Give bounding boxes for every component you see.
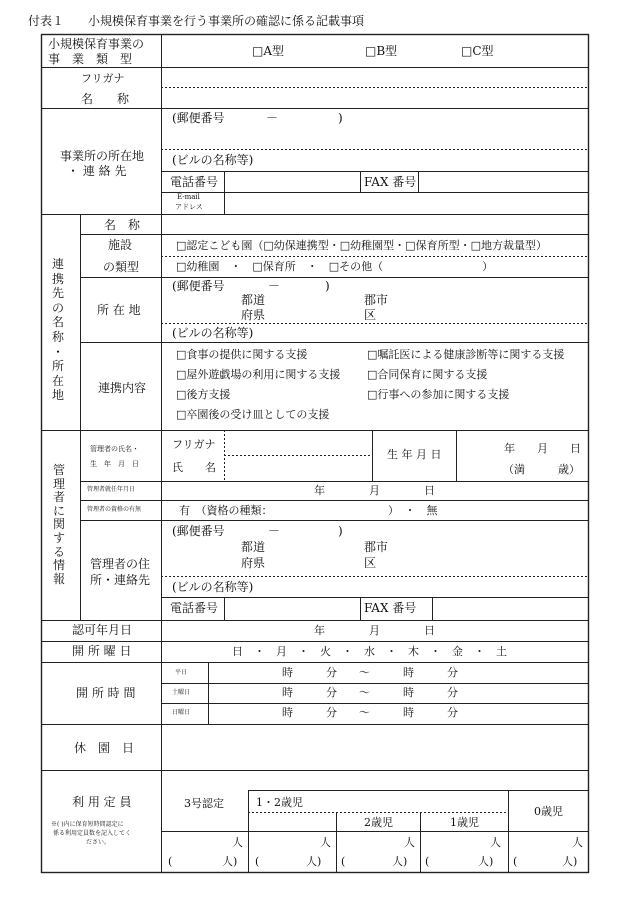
capacity-note-2: 係る利用定員数を記入してく [53,830,132,837]
location-postal-close: ) [338,111,343,125]
partner-side-char: の [52,300,65,315]
capacity-unit: 人 [490,836,501,849]
manager-furigana-field[interactable] [226,432,371,454]
location-label-2: ・ 連 絡 先 [67,164,127,178]
type-option-a[interactable]: □A型 [252,44,285,58]
capacity-col-1-2: 1・2歳児 [256,796,303,809]
capacity-col-1: 1歳児 [450,816,479,829]
hours-value-sunday: 時 分 ～ 時 分 [282,706,458,719]
capacity-paren-open: ( [513,855,518,868]
hours-day-weekday: 平日 [175,669,188,676]
partner-content-item[interactable]: □卒園後の受け皿としての支援 [176,408,330,421]
manager-furigana-label: フリガナ [172,438,216,451]
manager-fax-field[interactable] [434,599,587,619]
manager-name-field[interactable] [226,457,371,480]
manager-pref-1: 都道 [241,540,266,554]
type-label-1: 小規模保育事業の [48,37,145,51]
manager-address-label-2: 所・連絡先 [90,573,151,587]
partner-address-label: 所 在 地 [97,303,141,317]
location-email-label-2: アドレス [175,203,203,211]
manager-appointed-value: 年 月 日 [314,484,435,497]
capacity-paren-unit: 人) [392,855,408,868]
partner-content-item[interactable]: □合同保育に関する支援 [367,368,488,381]
type-label-2: 事 業 類 型 [48,52,133,66]
partner-side-char: ・ [52,344,65,359]
manager-city-2: 区 [364,556,377,570]
location-phone-label: 電話番号 [170,175,219,189]
manager-side-char: 者 [53,490,66,505]
location-label-1: 事業所の所在地 [60,149,145,163]
partner-side-char: 在 [52,373,65,388]
partner-side-char: 地 [52,388,65,403]
capacity-unit: 人 [572,836,583,849]
partner-facility-options-2[interactable]: □幼稚園 ・ □保育所 ・ □その他（ ） [176,260,494,273]
holidays-label: 休 園 日 [74,741,135,755]
partner-side-char: 携 [52,271,65,286]
location-building-label: (ビルの名称等) [172,153,254,167]
partner-city-1: 郡市 [364,293,389,307]
partner-side-label [52,257,68,403]
manager-phone-label: 電話番号 [170,601,219,615]
partner-facility-options-1[interactable]: □認定こども園（□幼保連携型・□幼稚園型・□保育所型・□地方裁量型） [176,239,547,252]
partner-name-field[interactable] [163,216,587,233]
manager-name-label-1: 管理者の氏名・ [90,445,139,453]
capacity-paren-unit: 人) [562,855,578,868]
manager-age: （満 歳） [503,463,580,476]
manager-address-label-1: 管理者の住 [90,557,151,571]
partner-content-item[interactable]: □食事の提供に関する支援 [176,348,308,361]
manager-side-char: 報 [53,571,66,586]
manager-qualification-value[interactable]: 有 （資格の種類： ） ・ 無 [179,504,438,517]
partner-facility-label-1: 施設 [108,238,133,252]
manager-phone-field[interactable] [226,599,359,619]
capacity-col-2: 2歳児 [364,816,393,829]
location-email-field[interactable] [226,194,587,213]
location-email-label-1: E-mail [177,193,200,201]
capacity-label: 利 用 定 員 [72,795,132,809]
manager-appointed-label: 管理者就任年月日 [87,486,136,493]
partner-city-2: 区 [364,308,377,322]
partner-pref-1: 都道 [241,293,266,307]
manager-side-label [53,464,69,586]
location-phone-field[interactable] [226,173,359,191]
manager-postal-label: (郵便番号 [172,524,225,538]
type-option-b[interactable]: □B型 [365,44,398,58]
capacity-unit: 人 [232,836,243,849]
location-fax-field[interactable] [420,173,587,191]
manager-fax-label: FAX 番号 [364,601,417,615]
name-field[interactable] [163,89,587,107]
open-days-label: 開 所 曜 日 [72,644,132,658]
capacity-paren-open: ( [168,855,173,868]
manager-side-char: 関 [53,517,66,532]
manager-postal-close: ) [338,524,343,538]
capacity-paren-open: ( [255,855,260,868]
open-days-value[interactable]: 日 ・ 月 ・ 火 ・ 水 ・ 木 ・ 金 ・ 土 [232,645,507,658]
manager-side-char: 情 [53,558,66,573]
partner-content-item[interactable]: □行事への参加に関する支援 [367,388,510,401]
manager-birth-value: 年 月 日 [504,442,581,455]
manager-side-char: 理 [53,476,66,491]
partner-postal-dash: － [268,279,281,293]
type-option-c[interactable]: □C型 [461,44,494,58]
manager-postal-dash: － [268,524,281,538]
manager-qualification-label: 管理者の資格の有無 [87,506,142,513]
partner-facility-label-2: の類型 [103,260,140,274]
capacity-note-3: ださい。 [86,839,111,846]
capacity-unit: 人 [320,836,331,849]
partner-side-char: 名 [52,315,65,330]
hours-value-weekday: 時 分 ～ 時 分 [282,666,458,679]
manager-shimei-label: 氏 名 [172,461,216,474]
capacity-note-1: ※( )内に保育短時間認定に [51,821,124,828]
manager-side-char: る [53,544,66,559]
partner-postal-close: ) [325,279,330,293]
partner-side-char: 所 [52,359,65,374]
hours-label: 開 所 時 間 [76,686,136,700]
manager-birth-label: 生 年 月 日 [387,448,442,461]
capacity-paren-unit: 人) [222,855,238,868]
manager-side-char: に [53,503,66,518]
partner-building-label: (ビルの名称等) [172,326,254,340]
capacity-col-3go: 3号認定 [184,797,224,810]
capacity-unit: 人 [404,836,415,849]
partner-side-char: 連 [52,257,65,271]
license-date-label: 認可年月日 [72,623,133,637]
location-fax-label: FAX 番号 [364,175,417,189]
capacity-paren-unit: 人) [306,855,322,868]
location-postal-dash: － [266,111,279,125]
capacity-paren-open: ( [425,855,430,868]
capacity-paren-unit: 人) [478,855,494,868]
capacity-paren-open: ( [341,855,346,868]
partner-pref-2: 府県 [241,308,266,322]
manager-side-char: 管 [53,463,66,477]
partner-side-char: 称 [52,329,65,344]
name-label: 名 称 [81,92,130,106]
holidays-field[interactable] [163,726,587,769]
hours-day-sunday: 日曜日 [172,709,191,716]
partner-content-item[interactable]: □嘱託医による健康診断等に関する支援 [367,348,565,361]
name-furigana-label: フリガナ [81,72,125,85]
partner-content-label: 連携内容 [98,381,147,395]
partner-name-label: 名 称 [104,218,141,232]
manager-building-label: (ビルの名称等) [172,580,254,594]
capacity-col-0: 0歳児 [534,805,563,818]
manager-city-1: 郡市 [364,540,389,554]
partner-side-char: 先 [52,286,65,301]
location-postal-label: (郵便番号 [172,111,225,125]
manager-name-label-2: 生 年 月 日 [90,460,139,468]
manager-pref-2: 府県 [241,556,266,570]
name-furigana-field[interactable] [163,69,587,86]
partner-content-item[interactable]: □屋外遊戯場の利用に関する支援 [176,368,341,381]
manager-side-char: す [53,530,66,545]
hours-value-saturday: 時 分 ～ 時 分 [282,686,458,699]
partner-postal-label: (郵便番号 [172,279,225,293]
partner-content-item[interactable]: □後方支援 [176,388,231,401]
hours-day-saturday: 土曜日 [172,689,191,696]
form-title: 付表１ 小規模保育事業を行う事業所の確認に係る記載事項 [28,14,365,28]
license-date-value: 年 月 日 [314,624,435,637]
